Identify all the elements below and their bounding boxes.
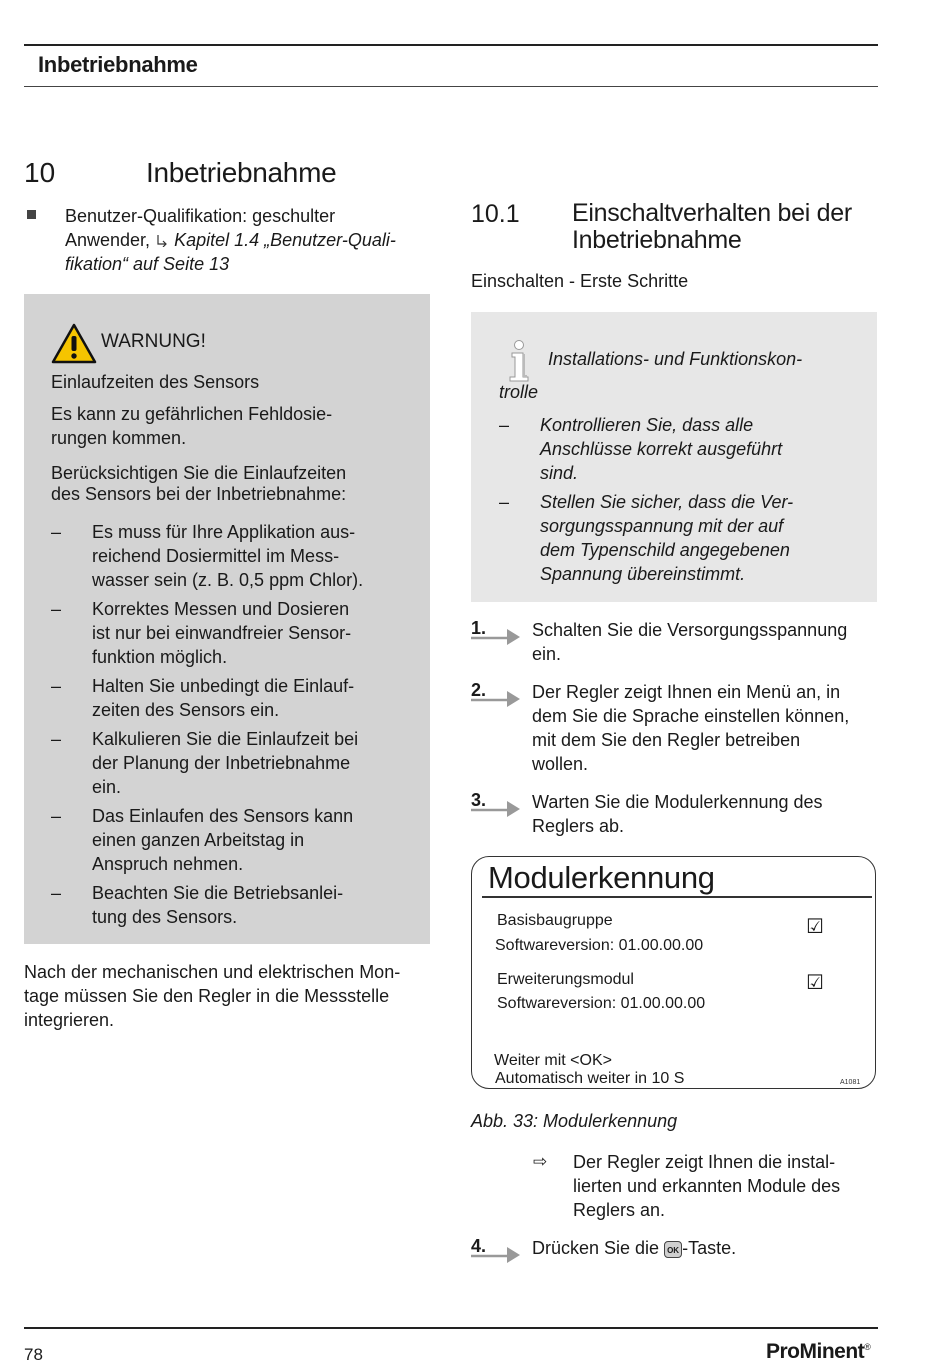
section-title: Inbetriebnahme — [146, 157, 337, 188]
text-line: tung des Sensors. — [92, 907, 238, 927]
footer-rule — [24, 1327, 878, 1329]
module-2-checkbox: ☑ — [806, 972, 824, 994]
subheading: Einschalten - Erste Schritte — [471, 271, 689, 291]
text-line: mit dem Sie den Regler betreiben — [532, 730, 801, 750]
text-line: dem Typenschild angegebenen — [540, 540, 790, 560]
text-line: des Sensors bei der Inbetriebnahme: — [51, 484, 347, 504]
info-title-cont: trolle — [499, 382, 539, 402]
text-line: zeiten des Sensors ein. — [92, 700, 280, 720]
dash-marker: – — [51, 676, 62, 696]
text-line: ein. — [532, 644, 562, 664]
text-line: Anspruch nehmen. — [92, 854, 244, 874]
figure-caption: Abb. 33: Modulerkennung — [471, 1111, 678, 1131]
cross-reference-link-cont[interactable]: fikation“ auf Seite 13 — [65, 254, 230, 274]
text-line: ist nur bei einwandfreier Sensor- — [92, 623, 352, 643]
dash-marker: – — [499, 492, 510, 512]
text-line: Spannung übereinstimmt. — [540, 564, 746, 584]
text-line: Es muss für Ihre Applikation aus- — [92, 522, 356, 542]
subsection-title — [572, 200, 892, 254]
text-line: wollen. — [532, 754, 589, 774]
text-line: einen ganzen Arbeitstag in — [92, 830, 305, 850]
header-top-rule — [24, 44, 878, 46]
text-line: Berücksichtigen Sie die Einlaufzeiten — [51, 463, 347, 483]
info-icon — [502, 339, 542, 383]
text-line: Der Regler zeigt Ihnen die instal- — [573, 1152, 836, 1172]
qualification-text-2: Anwender, — [65, 230, 156, 250]
text-line: dem Sie die Sprache einstellen können, — [532, 706, 850, 726]
text-line: Es kann zu gefährlichen Fehldosie- — [51, 404, 333, 424]
brand-name: ProMinent — [766, 1340, 865, 1363]
text-line: Reglers ab. — [532, 816, 625, 836]
text-line: sorgungsspannung mit der auf — [540, 516, 784, 536]
registered-mark: ® — [864, 1342, 871, 1352]
text-line: tage müssen Sie den Regler in die Messstelle — [24, 986, 390, 1006]
link-text-1: Kapitel 1.4 „Benutzer-Quali- — [169, 230, 396, 250]
reference-arrow-icon — [155, 233, 169, 247]
text-line: Beachten Sie die Betriebsanlei- — [92, 883, 344, 903]
module-2-version: Softwareversion: 01.00.00.00 — [497, 995, 706, 1012]
text-line: Halten Sie unbedingt die Einlauf- — [92, 676, 355, 696]
module-1-checkbox: ☑ — [806, 916, 824, 938]
step-number: 2. — [471, 680, 487, 700]
module-1-name: Basisbaugruppe — [497, 912, 613, 929]
running-header-title: Inbetriebnahme — [38, 52, 198, 77]
square-bullet — [27, 210, 36, 219]
text-line: lierten und erkannten Module des — [573, 1176, 841, 1196]
auto-continue-hint: Automatisch weiter in 10 S — [495, 1070, 685, 1087]
text-line: integrieren. — [24, 1010, 115, 1030]
page-number: 78 — [24, 1345, 43, 1364]
text-line: ein. — [92, 777, 122, 797]
text-line: Korrektes Messen und Dosieren — [92, 599, 350, 619]
warning-triangle-icon — [51, 323, 97, 364]
text-line: Warten Sie die Modulerkennung des — [532, 792, 823, 812]
screen-title: Modulerkennung — [488, 860, 715, 895]
ok-key-icon: OK — [664, 1241, 682, 1258]
qualification-label: Benutzer-Qualifikation: — [65, 206, 248, 226]
title-line: Inbetriebnahme — [572, 226, 742, 254]
cross-reference-link[interactable] — [155, 230, 396, 250]
warning-paragraph-1 — [51, 402, 391, 450]
text-line: der Planung der Inbetriebnahme — [92, 753, 351, 773]
text-line: Der Regler zeigt Ihnen ein Menü an, in — [532, 682, 841, 702]
text-line: Kalkulieren Sie die Einlaufzeit bei — [92, 729, 359, 749]
module-2-name: Erweiterungsmodul — [497, 971, 634, 988]
text-line: sind. — [540, 463, 579, 483]
result-arrow-icon: ⇨ — [533, 1152, 548, 1171]
text-line: reichend Dosiermittel im Mess- — [92, 546, 340, 566]
title-line: Einschaltverhalten bei der — [572, 199, 852, 227]
step-number: 3. — [471, 790, 487, 810]
dash-marker: – — [51, 599, 62, 619]
result-text — [573, 1150, 873, 1222]
text-line: Schalten Sie die Versorgungsspannung — [532, 620, 848, 640]
screen-title-rule — [482, 896, 872, 898]
body-paragraph — [24, 960, 434, 1032]
dash-marker: – — [51, 806, 62, 826]
dash-marker: – — [51, 729, 62, 749]
text-line: Das Einlaufen des Sensors kann — [92, 806, 354, 826]
brand-logo — [766, 1340, 870, 1364]
step-number: 4. — [471, 1236, 487, 1256]
dash-marker: – — [51, 883, 62, 903]
continue-hint: Weiter mit <OK> — [494, 1052, 612, 1069]
warning-subtitle: Einlaufzeiten des Sensors — [51, 372, 260, 392]
figure-id: A1081 — [840, 1079, 861, 1086]
text-line: -Taste. — [682, 1238, 737, 1258]
step-number: 1. — [471, 618, 487, 638]
text-line: Stellen Sie sicher, dass die Ver- — [540, 492, 794, 512]
qualification-text: geschulter — [247, 206, 336, 226]
warning-paragraph-2 — [51, 463, 391, 505]
text-line: Reglers an. — [573, 1200, 666, 1220]
text-line: Nach der mechanischen und elektrischen Mon- — [24, 962, 401, 982]
text-line: rungen kommen. — [51, 428, 187, 448]
text-line: Kontrollieren Sie, dass alle — [540, 415, 754, 435]
subsection-number: 10.1 — [471, 200, 520, 228]
dash-marker: – — [51, 522, 62, 542]
section-number: 10 — [24, 157, 56, 188]
text-line: wasser sein (z. B. 0,5 ppm Chlor). — [92, 570, 364, 590]
text-line: Drücken Sie die — [532, 1238, 665, 1258]
module-1-version: Softwareversion: 01.00.00.00 — [495, 937, 704, 954]
text-line: funktion möglich. — [92, 647, 228, 667]
qualification-paragraph — [65, 204, 435, 276]
warning-title: WARNUNG! — [101, 331, 206, 352]
info-title: Installations- und Funktionskon- — [548, 349, 803, 369]
dash-marker: – — [499, 415, 510, 435]
text-line: Anschlüsse korrekt ausgeführt — [540, 439, 783, 459]
header-bottom-rule — [24, 86, 878, 87]
